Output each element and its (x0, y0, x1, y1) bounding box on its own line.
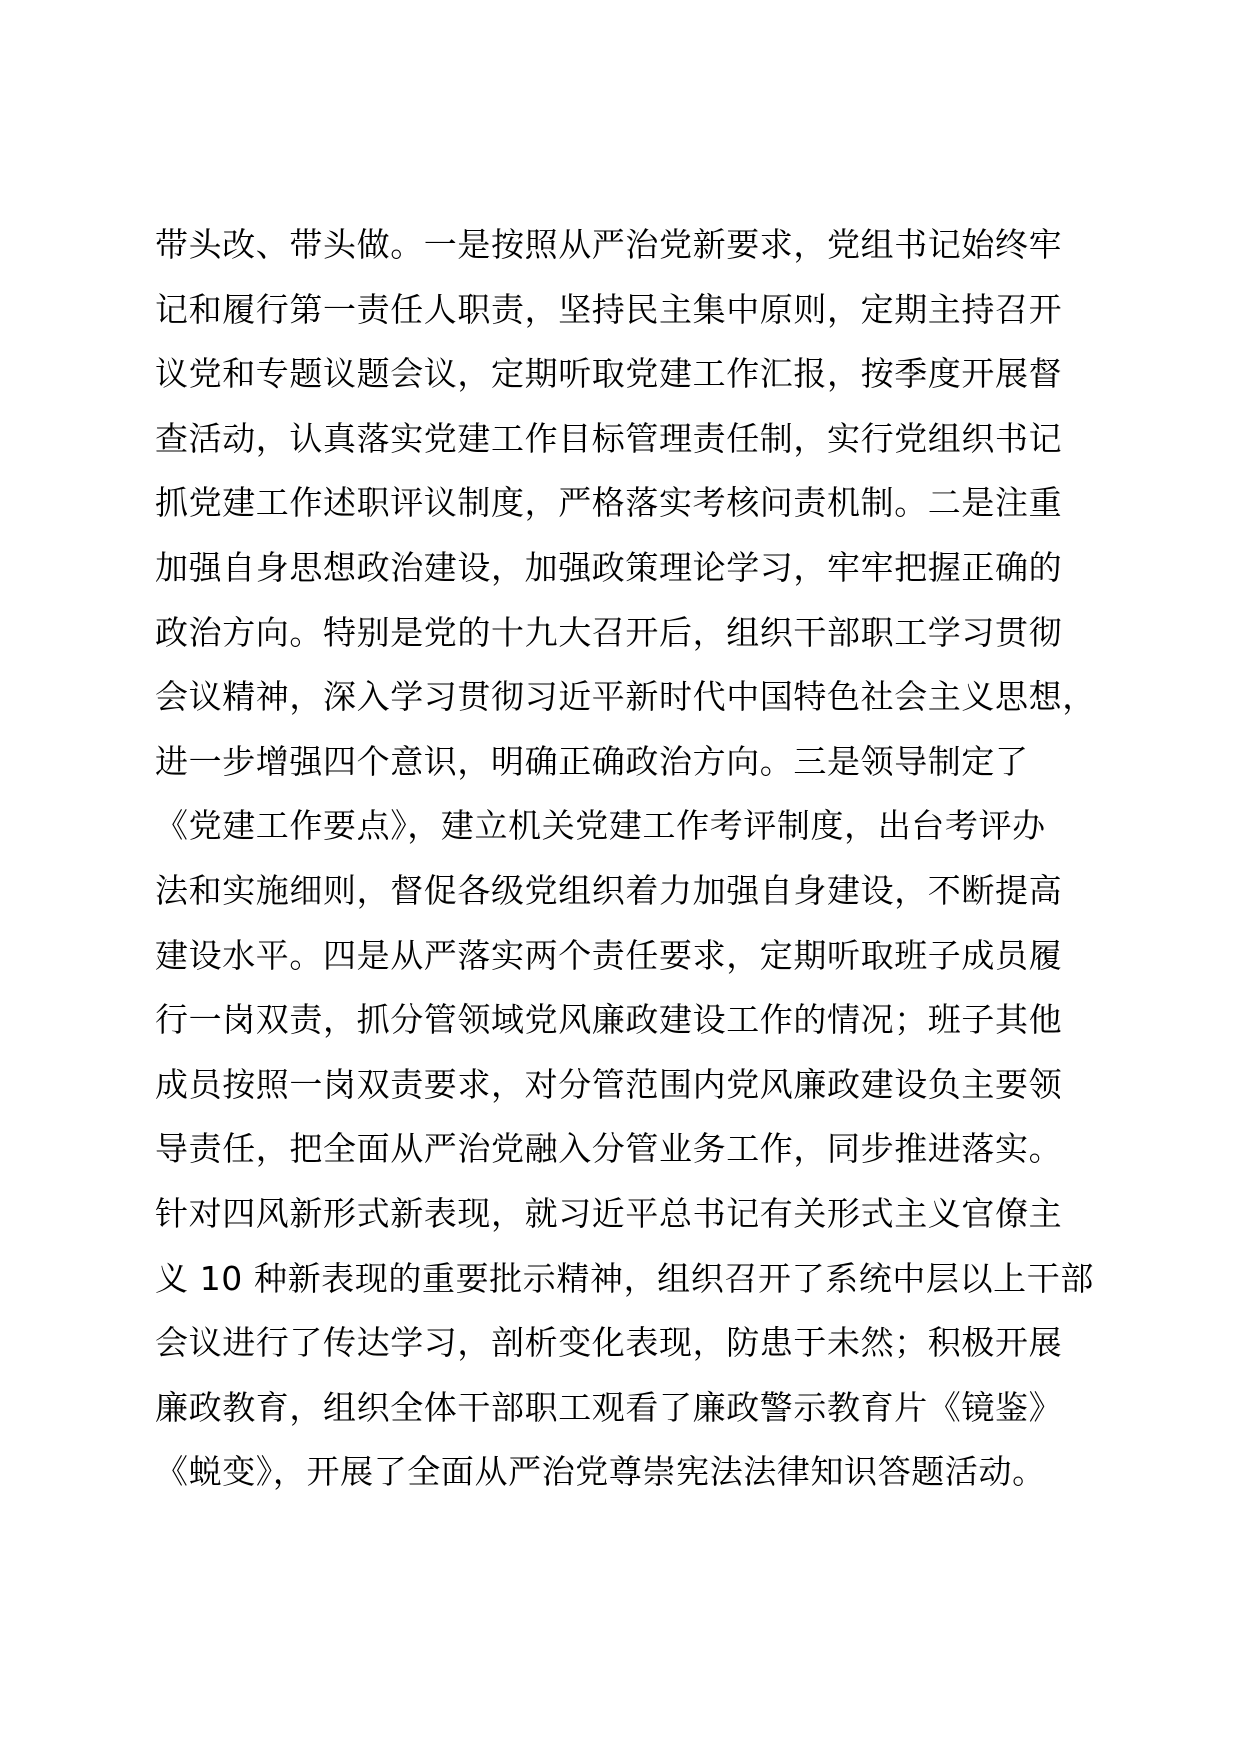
text-line: 抓党建工作述职评议制度，严格落实考核问责机制。二是注重 (155, 483, 1063, 523)
text-line: 导责任，把全面从严治党融入分管业务工作，同步推进落实。 (155, 1129, 1063, 1169)
text-line: 针对四风新形式新表现，就习近平总书记有关形式主义官僚主 (155, 1193, 1063, 1233)
text-line: 会议进行了传达学习，剖析变化表现，防患于未然；积极开展 (155, 1323, 1063, 1363)
text-line: 记和履行第一责任人职责，坚持民主集中原则，定期主持召开 (155, 289, 1063, 329)
text-line: 《蜕变》，开展了全面从严治党尊崇宪法法律知识答题活动。 (155, 1452, 1046, 1492)
text-line: 行一岗双责，抓分管领域党风廉政建设工作的情况；班子其他 (155, 1000, 1063, 1040)
text-line: 加强自身思想政治建设，加强政策理论学习，牢牢把握正确的 (155, 547, 1063, 587)
text-line: 《党建工作要点》，建立机关党建工作考评制度，出台考评办 (155, 806, 1046, 846)
text-line: 议党和专题议题会议，定期听取党建工作汇报，按季度开展督 (155, 354, 1063, 394)
text-line: 查活动，认真落实党建工作目标管理责任制，实行党组织书记 (155, 418, 1063, 458)
body-paragraph (155, 213, 1115, 1505)
text-line: 法和实施细则，督促各级党组织着力加强自身建设，不断提高 (155, 870, 1063, 910)
text-line: 义 10 种新表现的重要批示精神，组织召开了系统中层以上干部 (155, 1258, 1094, 1298)
text-line: 成员按照一岗双责要求，对分管范围内党风廉政建设负主要领 (155, 1064, 1063, 1104)
text-line: 会议精神，深入学习贯彻习近平新时代中国特色社会主义思想， (155, 677, 1096, 717)
text-line: 带头改、带头做。一是按照从严治党新要求，党组书记始终牢 (155, 225, 1063, 264)
text-line: 进一步增强四个意识，明确正确政治方向。三是领导制定了 (155, 741, 1029, 781)
text-line: 廉政教育，组织全体干部职工观看了廉政警示教育片《镜鉴》 (155, 1387, 1063, 1427)
text-line: 建设水平。四是从严落实两个责任要求，定期听取班子成员履 (155, 935, 1063, 975)
text-line: 政治方向。特别是党的十九大召开后，组织干部职工学习贯彻 (155, 612, 1063, 652)
